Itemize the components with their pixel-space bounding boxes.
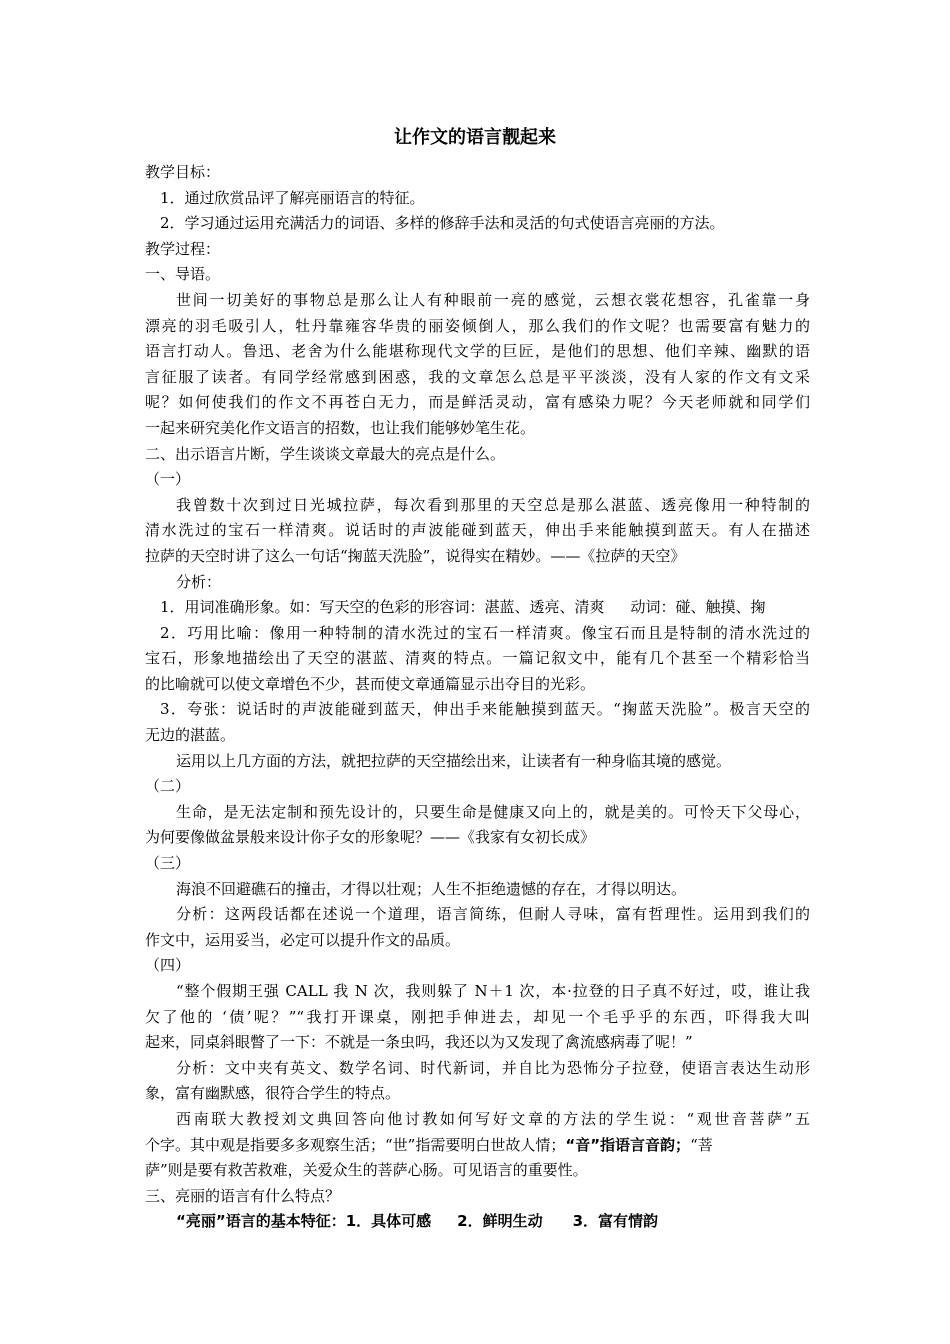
section-heading-intro: 一、导语。 <box>145 265 221 284</box>
section-heading-excerpts: 二、出示语言片断，学生谈谈文章最大的亮点是什么。 <box>145 444 506 463</box>
bold-phrase-sound: “音”指语言音韵； <box>565 1135 691 1154</box>
paragraph-line: 为何要像做盆景般来设计你子女的形象呢？——《我家有女初长成》 <box>145 828 596 847</box>
feature-1: “亮丽”语言的基本特征：1．具体可感 <box>176 1212 432 1231</box>
analysis-label: 分析： <box>176 572 222 591</box>
paragraph-line: 象，富有幽默感，很符合学生的特点。 <box>145 1084 401 1103</box>
paragraph-line: 运用以上几方面的方法，就把拉萨的天空描绘出来，让读者有一种身临其境的感觉。 <box>176 751 732 770</box>
paragraph-line: 萨”则是要有救苦救难，关爱众生的菩萨心肠。可见语言的重要性。 <box>145 1161 588 1180</box>
section-heading-features: 三、亮丽的语言有什么特点？ <box>145 1186 341 1205</box>
paragraph-line: “整个假期王强 CALL 我 N 次，我则躲了 N＋1 次，本·拉登的日子真不好过，哎，谁让我 <box>176 982 810 1000</box>
feature-3: 3．富有情韵 <box>572 1212 659 1231</box>
section-heading-objectives: 教学目标： <box>145 163 221 181</box>
objective-item-2: 2．学习通过运用充满活力的词语、多样的修辞手法和灵活的句式使语言亮丽的方法。 <box>160 214 725 233</box>
analysis-item-1-adjectives: 1．用词准确形象。如：写天空的色彩的形容词：湛蓝、透亮、清爽 <box>160 598 605 617</box>
paragraph-line: 无边的湛蓝。 <box>145 726 236 745</box>
paragraph-line: 分析：这两段话都在述说一个道理，语言简练，但耐人寻味，富有哲理性。运用到我们的 <box>176 905 810 924</box>
paragraph-line: 生命，是无法定制和预先设计的，只要生命是健康又向上的，就是美的。可怜天下父母心， <box>176 802 810 821</box>
document-title: 让作文的语言靓起来 <box>394 127 556 148</box>
paragraph-line: 漂亮的羽毛吸引人，牡丹靠雍容华贵的丽姿倾倒人，那么我们的作文呢？也需要富有魅力的 <box>145 316 810 335</box>
analysis-item-2: 2．巧用比喻：像用一种特制的清水洗过的宝石一样清爽。像宝石而且是特制的清水洗过的 <box>160 623 810 642</box>
paragraph-line: 西南联大教授刘文典回答向他讨教如何写好文章的方法的学生说：“观世音菩萨”五 <box>176 1109 810 1128</box>
paragraph-line: 起来，同桌斜眼瞥了一下：不就是一条虫吗，我还以为又发现了禽流感病毒了呢！” <box>145 1033 693 1052</box>
paragraph-line: 世间一切美好的事物总是那么让人有种眼前一亮的感觉，云想衣裳花想容，孔雀靠一身 <box>176 290 810 309</box>
features-summary <box>145 1209 810 1235</box>
analysis-item-1 <box>145 595 810 621</box>
paragraph-line: 的比喻就可以使文章增色不少，甚而使文章通篇显示出夺目的光彩。 <box>145 674 596 693</box>
paragraph-line: 拉萨的天空时讲了这么一句话“掬蓝天洗脸”，说得实在精妙。——《拉萨的天空》 <box>145 546 686 565</box>
paragraph-line: 呢？如何使我们的作文不再苍白无力，而是鲜活灵动，富有感染力呢？今天老师就和同学们 <box>145 393 810 412</box>
analysis-item-1-verbs: 动词：碰、触摸、掬 <box>630 598 766 617</box>
paragraph-line: 欠了他的 ‘债’呢？”“我打开课桌，刚把手伸进去，却见一个毛乎乎的东西，吓得我大叫 <box>145 1007 810 1026</box>
analysis-item-3: 3．夸张：说话时的声波能碰到蓝天，伸出手来能触摸到蓝天。“掬蓝天洗脸”。极言天空的 <box>160 700 810 719</box>
excerpt-label-4: （四） <box>145 956 191 975</box>
excerpt-label-3: （三） <box>145 854 191 873</box>
objective-item-1: 1．通过欣赏品评了解亮丽语言的特征。 <box>160 188 425 207</box>
section-heading-process: 教学过程： <box>145 239 221 258</box>
paragraph-line: 清水洗过的宝石一样清爽。说话时的声波能碰到蓝天，伸出手来能触摸到蓝天。有人在描述 <box>145 521 810 540</box>
paragraph-line: 分析：文中夹有英文、数学名词、时代新词，并自比为恐怖分子拉登，使语言表达生动形 <box>176 1058 810 1077</box>
paragraph-line <box>145 1133 810 1159</box>
paragraph-line-part: “菩 <box>690 1135 713 1154</box>
paragraph-line-part: 个字。其中观是指要多多观察生活；“世”指需要明白世故人情； <box>145 1135 566 1154</box>
paragraph-line: 言征服了读者。有同学经常感到困惑，我的文章怎么总是平平淡淡，没有人家的作文有文采 <box>145 367 810 386</box>
excerpt-label-2: （二） <box>145 777 191 796</box>
paragraph-line: 我曾数十次到过日光城拉萨，每次看到那里的天空总是那么湛蓝、透亮像用一种特制的 <box>176 495 810 514</box>
paragraph-line: 一起来研究美化作文语言的招数，也让我们能够妙笔生花。 <box>145 418 536 437</box>
paragraph-line: 语言打动人。鲁迅、老舍为什么能堪称现代文学的巨匠，是他们的思想、他们辛辣、幽默的语 <box>145 342 810 361</box>
excerpt-label-1: （一） <box>145 470 191 489</box>
feature-2: 2．鲜明生动 <box>457 1212 543 1231</box>
paragraph-line: 宝石，形象地描绘出了天空的湛蓝、清爽的特点。一篇记叙文中，能有几个甚至一个精彩恰当 <box>145 649 810 668</box>
paragraph-line: 海浪不回避礁石的撞击，才得以壮观；人生不拒绝遗憾的存在，才得以明达。 <box>176 879 687 898</box>
paragraph-line: 作文中，运用妥当，必定可以提升作文的品质。 <box>145 930 461 949</box>
document-body <box>145 160 810 1235</box>
